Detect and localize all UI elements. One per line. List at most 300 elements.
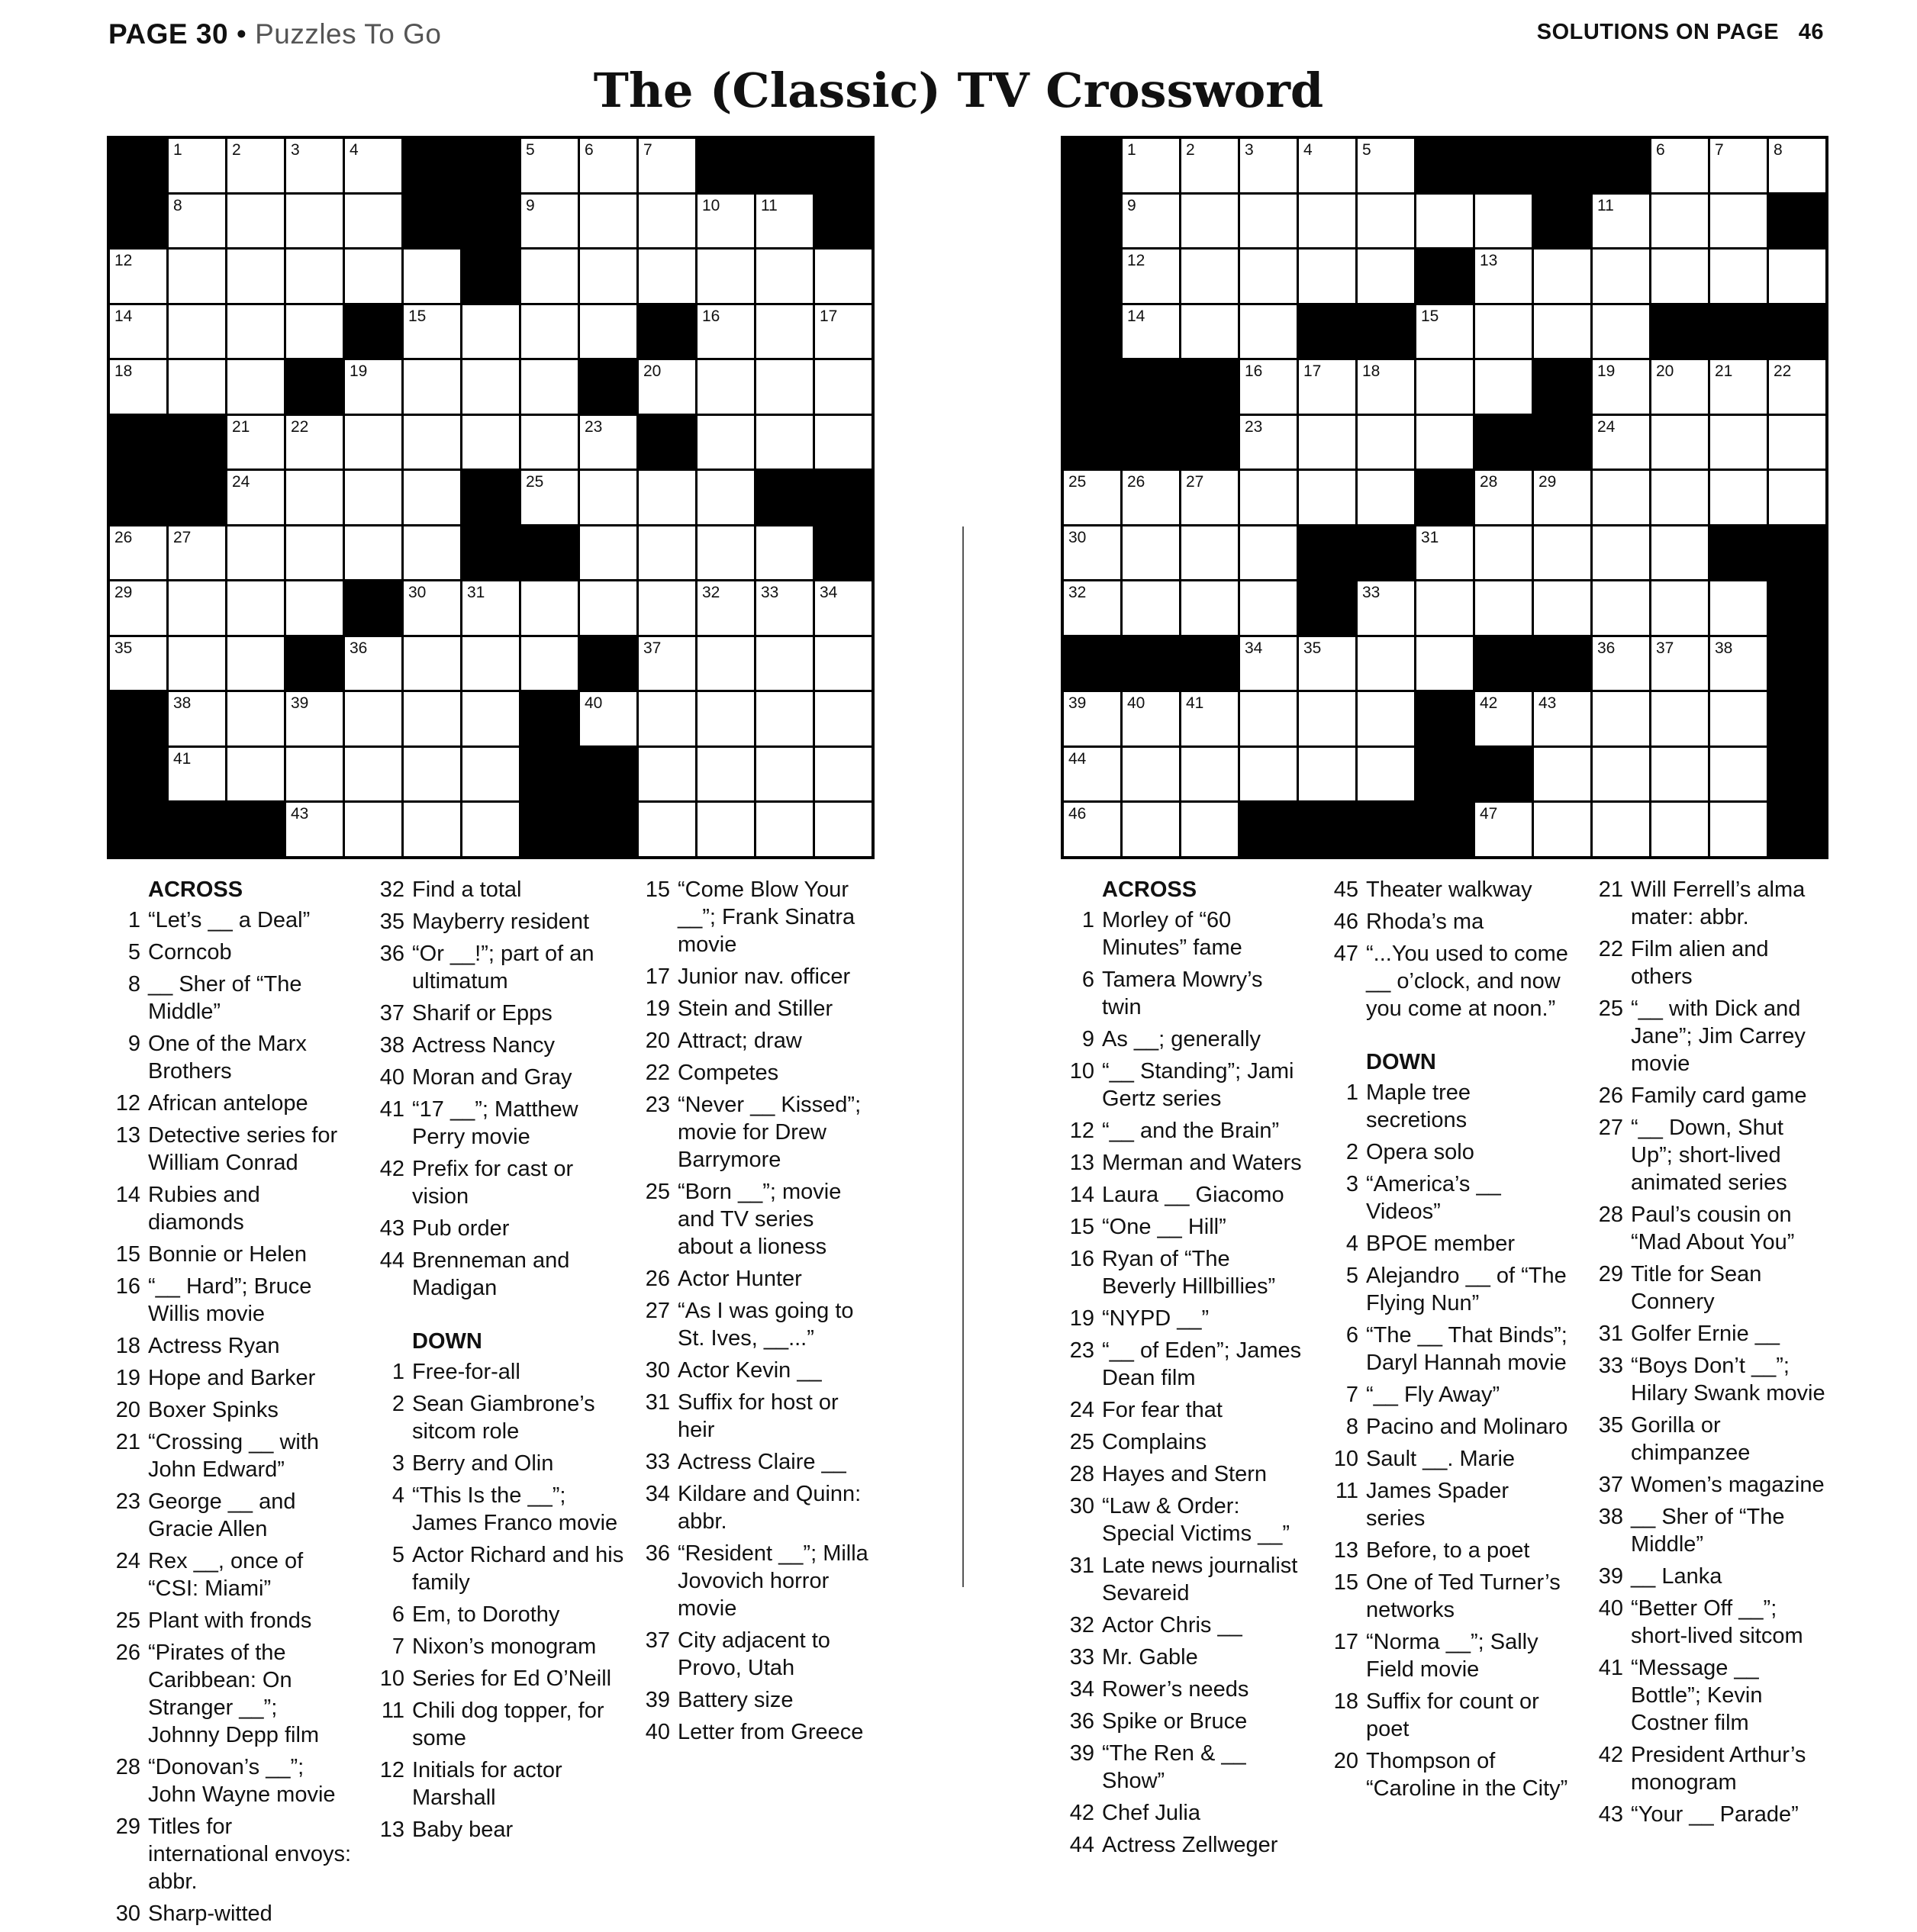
clue-number: 26	[114, 528, 133, 546]
grid-square[interactable]	[286, 195, 343, 248]
grid-square[interactable]	[1475, 360, 1532, 414]
grid-square[interactable]	[815, 581, 872, 635]
grid-square[interactable]	[286, 692, 343, 745]
clue-number: 42	[1480, 694, 1498, 713]
grid-square[interactable]	[1651, 748, 1708, 801]
grid-square[interactable]	[756, 692, 813, 745]
grid-square[interactable]	[1651, 195, 1708, 248]
grid-square[interactable]	[521, 471, 578, 524]
grid-square[interactable]	[1416, 416, 1473, 469]
grid-square[interactable]	[1358, 581, 1414, 635]
grid-square[interactable]	[227, 526, 284, 580]
column-divider	[962, 526, 964, 1587]
grid-square[interactable]	[1181, 195, 1238, 248]
grid-square[interactable]	[639, 250, 695, 303]
grid-square[interactable]	[1181, 581, 1238, 635]
grid-square[interactable]	[169, 195, 225, 248]
grid-square[interactable]	[756, 195, 813, 248]
grid-square[interactable]	[286, 305, 343, 359]
grid-square[interactable]	[1240, 360, 1297, 414]
crossword-grid-left[interactable]	[107, 136, 875, 859]
grid-square[interactable]	[1710, 250, 1767, 303]
grid-square[interactable]	[227, 416, 284, 469]
grid-square[interactable]	[1064, 748, 1120, 801]
grid-square[interactable]	[404, 360, 460, 414]
grid-square[interactable]	[1240, 195, 1297, 248]
grid-square[interactable]	[1240, 250, 1297, 303]
grid-square[interactable]	[227, 139, 284, 192]
grid-square[interactable]	[1123, 581, 1179, 635]
grid-square[interactable]	[1534, 250, 1590, 303]
grid-square[interactable]	[521, 416, 578, 469]
grid-square[interactable]	[227, 305, 284, 359]
grid-square[interactable]	[698, 471, 754, 524]
grid-square[interactable]	[1769, 416, 1825, 469]
grid-square[interactable]	[580, 139, 636, 192]
grid-square[interactable]	[1358, 195, 1414, 248]
grid-square[interactable]	[1475, 526, 1532, 580]
grid-square[interactable]	[815, 748, 872, 801]
grid-square[interactable]	[580, 581, 636, 635]
clue-text: One of the Marx Brothers	[148, 1032, 307, 1084]
grid-square[interactable]	[1240, 139, 1297, 192]
grid-square[interactable]	[1240, 526, 1297, 580]
clue-number: 23	[1069, 1338, 1094, 1363]
grid-square[interactable]	[1710, 637, 1767, 691]
grid-square[interactable]	[1064, 692, 1120, 745]
grid-square[interactable]	[1123, 139, 1179, 192]
grid-square[interactable]	[1769, 471, 1825, 524]
grid-square[interactable]	[462, 637, 519, 691]
grid-square[interactable]	[169, 748, 225, 801]
grid-square[interactable]	[1475, 803, 1532, 856]
black-square	[1064, 250, 1120, 303]
grid-square[interactable]	[698, 803, 754, 856]
grid-square[interactable]	[1593, 526, 1649, 580]
grid-square[interactable]	[1123, 526, 1179, 580]
grid-square[interactable]	[1651, 637, 1708, 691]
grid-square[interactable]	[1651, 416, 1708, 469]
grid-square[interactable]	[227, 692, 284, 745]
grid-square[interactable]	[1299, 748, 1355, 801]
grid-square[interactable]	[1064, 803, 1120, 856]
black-square	[1534, 637, 1590, 691]
grid-square[interactable]	[639, 637, 695, 691]
grid-square[interactable]	[815, 803, 872, 856]
grid-square[interactable]	[1651, 471, 1708, 524]
clue	[1325, 1628, 1569, 1683]
grid-square[interactable]	[698, 360, 754, 414]
grid-square[interactable]	[404, 581, 460, 635]
grid-square[interactable]	[639, 526, 695, 580]
clue-number: 28	[115, 1755, 140, 1779]
grid-square[interactable]	[698, 526, 754, 580]
grid-square[interactable]	[1358, 360, 1414, 414]
grid-square[interactable]	[1181, 471, 1238, 524]
grid-square[interactable]	[1181, 692, 1238, 745]
grid-square[interactable]	[639, 803, 695, 856]
clue-text: Actor Richard and his family	[412, 1543, 624, 1595]
grid-square[interactable]	[169, 637, 225, 691]
clue-text: Series for Ed O’Neill	[412, 1666, 612, 1691]
grid-square[interactable]	[404, 692, 460, 745]
grid-square[interactable]	[1534, 471, 1590, 524]
grid-square[interactable]	[169, 581, 225, 635]
grid-square[interactable]	[1710, 360, 1767, 414]
grid-square[interactable]	[698, 250, 754, 303]
grid-square[interactable]	[1299, 139, 1355, 192]
clue-text: Actor Hunter	[678, 1267, 802, 1291]
grid-square[interactable]	[1534, 526, 1590, 580]
grid-square[interactable]	[1651, 250, 1708, 303]
clue-text: “...You used to come __ o’clock, and now you come at noon.”	[1366, 942, 1568, 1021]
grid-square[interactable]	[580, 195, 636, 248]
grid-square[interactable]	[1534, 803, 1590, 856]
grid-square[interactable]	[1123, 748, 1179, 801]
grid-square[interactable]	[580, 416, 636, 469]
grid-square[interactable]	[462, 581, 519, 635]
grid-square[interactable]	[227, 195, 284, 248]
grid-square[interactable]	[1240, 416, 1297, 469]
clue-number: 31	[1069, 1554, 1094, 1578]
black-square	[815, 139, 872, 192]
page-title: The (Classic) TV Crossword	[593, 63, 1324, 118]
clue	[1061, 1213, 1305, 1241]
grid-square[interactable]	[698, 692, 754, 745]
grid-square[interactable]	[580, 250, 636, 303]
clue	[1061, 1058, 1305, 1113]
grid-square[interactable]	[1651, 360, 1708, 414]
grid-square[interactable]	[1358, 416, 1414, 469]
grid-square[interactable]	[1769, 250, 1825, 303]
grid-square[interactable]	[1769, 360, 1825, 414]
grid-square[interactable]	[1299, 637, 1355, 691]
clue-number: 2	[1345, 1140, 1358, 1164]
black-square	[521, 803, 578, 856]
clue-text: Moran and Gray	[412, 1065, 572, 1090]
grid-square[interactable]	[1475, 250, 1532, 303]
grid-square[interactable]	[1181, 526, 1238, 580]
grid-square[interactable]	[1710, 416, 1767, 469]
grid-square[interactable]	[345, 692, 401, 745]
grid-square[interactable]	[110, 250, 166, 303]
grid-square[interactable]	[404, 416, 460, 469]
black-square	[110, 416, 166, 469]
grid-square[interactable]	[110, 526, 166, 580]
crossword-grid-right[interactable]	[1061, 136, 1828, 859]
grid-square[interactable]	[639, 360, 695, 414]
grid-square[interactable]	[521, 195, 578, 248]
grid-square[interactable]	[1416, 637, 1473, 691]
clue	[1325, 1138, 1569, 1166]
grid-square[interactable]	[1651, 803, 1708, 856]
grid-square[interactable]	[756, 416, 813, 469]
grid-square[interactable]	[169, 526, 225, 580]
grid-square[interactable]	[1240, 581, 1297, 635]
grid-square[interactable]	[462, 416, 519, 469]
grid-square[interactable]	[169, 250, 225, 303]
grid-square[interactable]	[1123, 803, 1179, 856]
grid-square[interactable]	[227, 250, 284, 303]
grid-square[interactable]	[404, 471, 460, 524]
clue-number: 21	[1715, 362, 1733, 381]
grid-square[interactable]	[462, 305, 519, 359]
grid-square[interactable]	[1123, 305, 1179, 359]
grid-square[interactable]	[1416, 305, 1473, 359]
grid-square[interactable]	[1593, 360, 1649, 414]
grid-square[interactable]	[1358, 471, 1414, 524]
grid-square[interactable]	[110, 637, 166, 691]
grid-square[interactable]	[345, 416, 401, 469]
grid-square[interactable]	[1710, 139, 1767, 192]
grid-square[interactable]	[1240, 748, 1297, 801]
grid-square[interactable]	[286, 526, 343, 580]
grid-square[interactable]	[286, 748, 343, 801]
grid-square[interactable]	[1416, 195, 1473, 248]
grid-square[interactable]	[1299, 195, 1355, 248]
grid-square[interactable]	[1299, 692, 1355, 745]
grid-square[interactable]	[1475, 195, 1532, 248]
clue-text: Corncob	[148, 940, 232, 964]
grid-square[interactable]	[1299, 250, 1355, 303]
grid-square[interactable]	[110, 305, 166, 359]
grid-square[interactable]	[227, 471, 284, 524]
grid-square[interactable]	[1123, 471, 1179, 524]
grid-square[interactable]	[698, 305, 754, 359]
grid-square[interactable]	[1416, 360, 1473, 414]
grid-square[interactable]	[227, 581, 284, 635]
grid-square[interactable]	[1240, 637, 1297, 691]
clue	[107, 1273, 351, 1328]
clue	[107, 1488, 351, 1543]
grid-square[interactable]	[1181, 139, 1238, 192]
grid-square[interactable]	[1064, 526, 1120, 580]
grid-square[interactable]	[169, 360, 225, 414]
clue-text: Will Ferrell’s alma mater: abbr.	[1631, 877, 1806, 929]
grid-square[interactable]	[815, 637, 872, 691]
clue	[1061, 1831, 1305, 1859]
grid-square[interactable]	[580, 305, 636, 359]
clue	[107, 971, 351, 1026]
grid-square[interactable]	[521, 637, 578, 691]
clue-number: 41	[1598, 1656, 1623, 1680]
grid-square[interactable]	[404, 250, 460, 303]
grid-square[interactable]	[1475, 471, 1532, 524]
grid-square[interactable]	[1299, 471, 1355, 524]
grid-square[interactable]	[1651, 581, 1708, 635]
grid-square[interactable]	[1593, 581, 1649, 635]
grid-square[interactable]	[580, 471, 636, 524]
clue	[371, 1215, 630, 1242]
grid-square[interactable]	[1416, 526, 1473, 580]
grid-square[interactable]	[815, 305, 872, 359]
grid-square[interactable]	[639, 195, 695, 248]
grid-square[interactable]	[698, 195, 754, 248]
grid-square[interactable]	[462, 692, 519, 745]
grid-square[interactable]	[227, 360, 284, 414]
grid-square[interactable]	[1181, 748, 1238, 801]
grid-square[interactable]	[756, 803, 813, 856]
grid-square[interactable]	[521, 250, 578, 303]
clue-number: 32	[1068, 584, 1087, 602]
grid-square[interactable]	[1593, 305, 1649, 359]
grid-square[interactable]	[698, 581, 754, 635]
grid-square[interactable]	[756, 637, 813, 691]
grid-square[interactable]	[1064, 471, 1120, 524]
grid-square[interactable]	[1534, 305, 1590, 359]
grid-square[interactable]	[580, 526, 636, 580]
grid-square[interactable]	[521, 139, 578, 192]
grid-square[interactable]	[639, 471, 695, 524]
grid-square[interactable]	[1240, 471, 1297, 524]
grid-square[interactable]	[345, 526, 401, 580]
grid-square[interactable]	[169, 139, 225, 192]
grid-square[interactable]	[1710, 471, 1767, 524]
grid-square[interactable]	[345, 250, 401, 303]
grid-square[interactable]	[404, 803, 460, 856]
grid-square[interactable]	[1123, 692, 1179, 745]
grid-square[interactable]	[815, 360, 872, 414]
grid-square[interactable]	[1123, 195, 1179, 248]
grid-square[interactable]	[1593, 416, 1649, 469]
clue-number: 8	[1774, 141, 1783, 159]
grid-square[interactable]	[639, 692, 695, 745]
grid-square[interactable]	[521, 360, 578, 414]
grid-square[interactable]	[1181, 250, 1238, 303]
clue-text: Late news journalist Sevareid	[1102, 1554, 1298, 1605]
grid-square[interactable]	[1651, 692, 1708, 745]
grid-square[interactable]	[1593, 803, 1649, 856]
grid-square[interactable]	[1358, 748, 1414, 801]
grid-square[interactable]	[698, 416, 754, 469]
grid-square[interactable]	[1475, 305, 1532, 359]
grid-square[interactable]	[286, 471, 343, 524]
grid-square[interactable]	[286, 803, 343, 856]
grid-square[interactable]	[286, 416, 343, 469]
grid-square[interactable]	[462, 748, 519, 801]
grid-square[interactable]	[1358, 692, 1414, 745]
grid-square[interactable]	[756, 748, 813, 801]
grid-square[interactable]	[1534, 581, 1590, 635]
grid-square[interactable]	[756, 581, 813, 635]
clue-number: 40	[379, 1065, 404, 1090]
grid-square[interactable]	[404, 637, 460, 691]
black-square	[1769, 637, 1825, 691]
black-square	[639, 305, 695, 359]
grid-square[interactable]	[1534, 692, 1590, 745]
grid-square[interactable]	[1475, 581, 1532, 635]
grid-square[interactable]	[1710, 803, 1767, 856]
grid-square[interactable]	[1593, 195, 1649, 248]
grid-square[interactable]	[1299, 360, 1355, 414]
grid-square[interactable]	[345, 471, 401, 524]
grid-square[interactable]	[1593, 250, 1649, 303]
grid-square[interactable]	[1240, 305, 1297, 359]
grid-square[interactable]	[580, 692, 636, 745]
grid-square[interactable]	[286, 139, 343, 192]
grid-square[interactable]	[639, 581, 695, 635]
grid-square[interactable]	[756, 250, 813, 303]
grid-square[interactable]	[286, 250, 343, 303]
grid-square[interactable]	[1593, 471, 1649, 524]
clue-text: Prefix for cast or vision	[412, 1157, 574, 1209]
grid-square[interactable]	[1593, 692, 1649, 745]
grid-square[interactable]	[345, 748, 401, 801]
grid-square[interactable]	[286, 581, 343, 635]
grid-square[interactable]	[1593, 748, 1649, 801]
grid-square[interactable]	[404, 526, 460, 580]
grid-square[interactable]	[169, 305, 225, 359]
grid-square[interactable]	[756, 526, 813, 580]
grid-square[interactable]	[1064, 581, 1120, 635]
grid-square[interactable]	[227, 637, 284, 691]
grid-square[interactable]	[698, 748, 754, 801]
grid-square[interactable]	[1181, 305, 1238, 359]
grid-square[interactable]	[345, 139, 401, 192]
clue-text: Battery size	[678, 1688, 794, 1712]
grid-square[interactable]	[404, 305, 460, 359]
clue	[1590, 935, 1826, 990]
grid-square[interactable]	[404, 748, 460, 801]
grid-square[interactable]	[462, 360, 519, 414]
grid-square[interactable]	[1358, 139, 1414, 192]
grid-square[interactable]	[521, 305, 578, 359]
grid-square[interactable]	[1416, 581, 1473, 635]
grid-square[interactable]	[639, 748, 695, 801]
grid-square[interactable]	[462, 803, 519, 856]
grid-square[interactable]	[1710, 195, 1767, 248]
grid-square[interactable]	[815, 692, 872, 745]
grid-square[interactable]	[1534, 748, 1590, 801]
grid-square[interactable]	[815, 416, 872, 469]
grid-square[interactable]	[169, 692, 225, 745]
grid-square[interactable]	[698, 637, 754, 691]
grid-square[interactable]	[521, 581, 578, 635]
clue	[1590, 1261, 1826, 1315]
grid-square[interactable]	[345, 360, 401, 414]
clue-number: 1	[1081, 908, 1094, 932]
grid-square[interactable]	[1651, 526, 1708, 580]
grid-square[interactable]	[1240, 692, 1297, 745]
grid-square[interactable]	[1710, 692, 1767, 745]
grid-square[interactable]	[756, 305, 813, 359]
grid-square[interactable]	[1593, 637, 1649, 691]
grid-square[interactable]	[1710, 748, 1767, 801]
grid-square[interactable]	[756, 360, 813, 414]
grid-square[interactable]	[1358, 250, 1414, 303]
clue	[1325, 1688, 1569, 1743]
grid-square[interactable]	[1358, 637, 1414, 691]
grid-square[interactable]	[1710, 581, 1767, 635]
grid-square[interactable]	[345, 637, 401, 691]
black-square	[1475, 416, 1532, 469]
grid-square[interactable]	[227, 748, 284, 801]
clue-number: 7	[1715, 141, 1724, 159]
grid-square[interactable]	[345, 195, 401, 248]
grid-square[interactable]	[345, 803, 401, 856]
grid-square[interactable]	[1299, 416, 1355, 469]
grid-square[interactable]	[110, 360, 166, 414]
grid-square[interactable]	[1769, 139, 1825, 192]
grid-square[interactable]	[1181, 803, 1238, 856]
grid-square[interactable]	[1123, 250, 1179, 303]
grid-square[interactable]	[639, 139, 695, 192]
grid-square[interactable]	[815, 250, 872, 303]
clue-number: 40	[645, 1720, 670, 1744]
grid-square[interactable]	[1651, 139, 1708, 192]
grid-square[interactable]	[1475, 692, 1532, 745]
grid-square[interactable]	[110, 581, 166, 635]
